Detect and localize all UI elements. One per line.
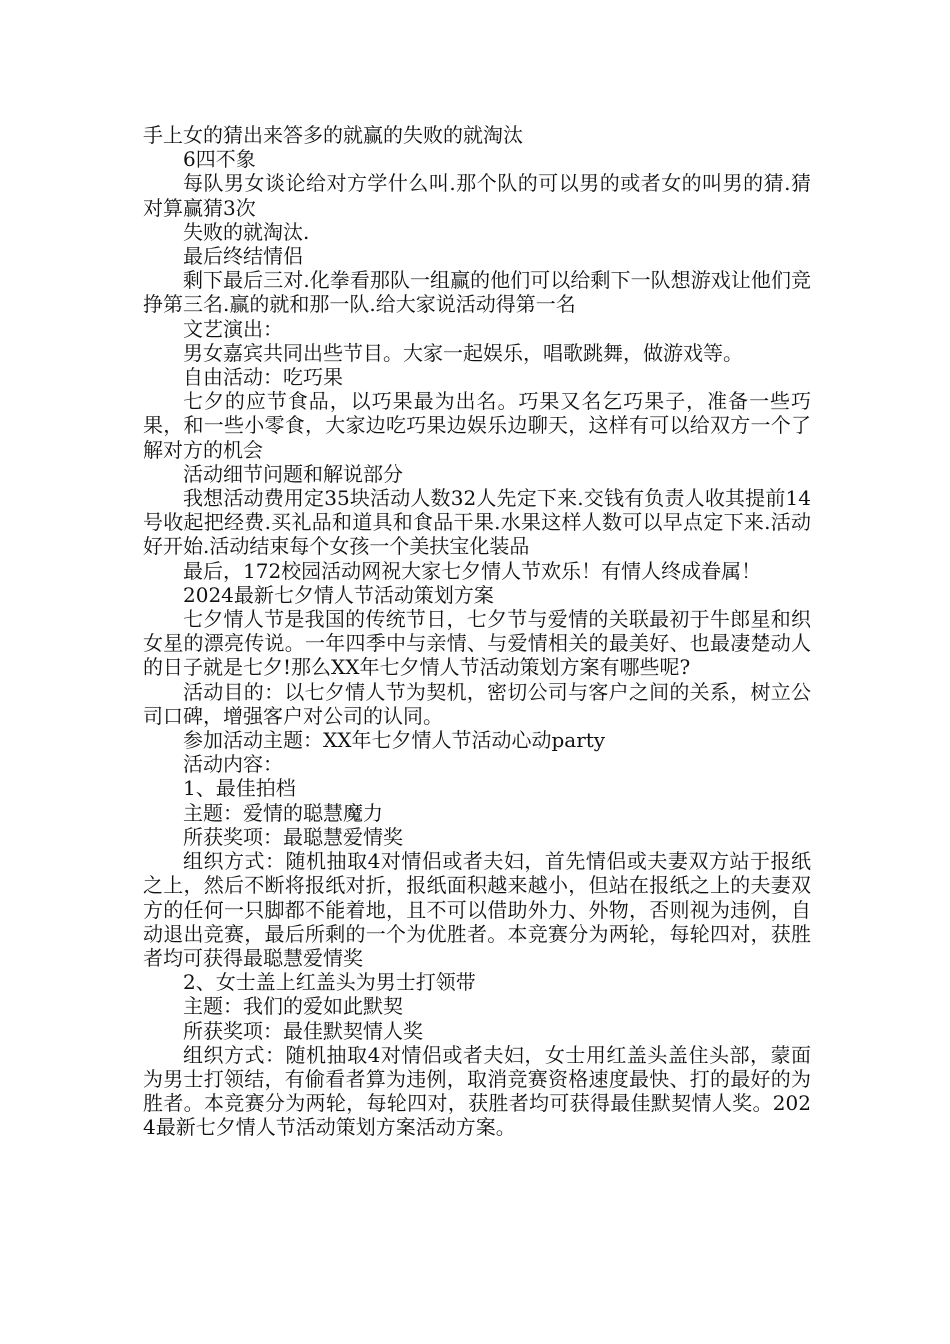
paragraph: 组织方式：随机抽取4对情侣或者夫妇，首先情侣或夫妻双方站于报纸之上，然后不断将报纸对折，报纸面积越来越小，但站在报纸之上的夫妻双方的任何一只脚都不能着地，且不可以借助外力、外物，否则视为违例，自动退出竞赛，最后所剩的一个为优胜者。本竞赛分为两轮，每轮四对，获胜者均可获得最聪慧爱情奖 (143, 849, 811, 970)
paragraph: 主题：我们的爱如此默契 (183, 994, 403, 1019)
section-title: 2024最新七夕情人节活动策划方案 (183, 582, 494, 607)
paragraph: 手上女的猜出来答多的就赢的失败的就淘汰 (143, 123, 523, 147)
document-body (143, 123, 811, 1140)
heading-final-couple: 最后终结情侣 (183, 244, 303, 269)
paragraph: 七夕的应节食品，以巧果最为出名。巧果又名乞巧果子，准备一些巧果，和一些小零食，大家边吃巧果边娱乐边聊天，这样有可以给双方一个了解对方的机会 (143, 389, 811, 462)
heading-details: 活动细节问题和解说部分 (183, 461, 403, 486)
paragraph: 所获奖项：最佳默契情人奖 (183, 1018, 423, 1043)
paragraph: 我想活动费用定35块活动人数32人先定下来.交钱有负责人收其提前14号收起把经费.买礼品和道具和食品干果.水果这样人数可以早点定下来.活动好开始.活动结束每个女孩一个美扶宝化装品 (143, 486, 811, 559)
paragraph: 每队男女谈论给对方学什么叫.那个队的可以男的或者女的叫男的猜.猜对算赢猜3次 (143, 171, 811, 220)
paragraph: 男女嘉宾共同出些节目。大家一起娱乐，唱歌跳舞，做游戏等。 (183, 340, 743, 365)
heading-performance: 文艺演出： (183, 316, 283, 341)
paragraph: 最后，172校园活动网祝大家七夕情人节欢乐！有情人终成眷属！ (183, 558, 762, 583)
paragraph: 活动目的：以七夕情人节为契机，密切公司与客户之间的关系，树立公司口碑，增强客户对公司的认同。 (143, 679, 811, 728)
paragraph: 七夕情人节是我国的传统节日，七夕节与爱情的关联最初于牛郎星和织女星的漂亮传说。一年四季中与亲情、与爱情相关的最美好、也最凄楚动人的日子就是七夕!那么XX年七夕情人节活动策划方案有哪些呢? (143, 607, 811, 680)
paragraph: 主题：爱情的聪慧魔力 (183, 800, 383, 825)
paragraph: 参加活动主题：XX年七夕情人节活动心动party (183, 728, 606, 753)
paragraph: 所获奖项：最聪慧爱情奖 (183, 824, 403, 849)
paragraph: 剩下最后三对.化拳看那队一组赢的他们可以给剩下一队想游戏让他们竞挣第三名.赢的就和那一队.给大家说活动得第一名 (143, 268, 811, 317)
paragraph: 失败的就淘汰. (183, 219, 310, 244)
heading-activity-content: 活动内容： (183, 752, 283, 777)
heading-sijibuxiang: 6四不象 (183, 147, 256, 172)
heading-item-2: 2、女士盖上红盖头为男士打领带 (183, 970, 476, 995)
heading-free-activity: 自由活动：吃巧果 (183, 365, 343, 390)
paragraph: 组织方式：随机抽取4对情侣或者夫妇，女士用红盖头盖住头部，蒙面为男士打领结，有偷看者算为违例，取消竞赛资格速度最快、打的最好的为胜者。本竞赛分为两轮，每轮四对，获胜者均可获得最佳默契情人奖。2024最新七夕情人节活动策划方案活动方案。 (143, 1042, 811, 1140)
heading-item-1: 1、最佳拍档 (183, 776, 296, 801)
